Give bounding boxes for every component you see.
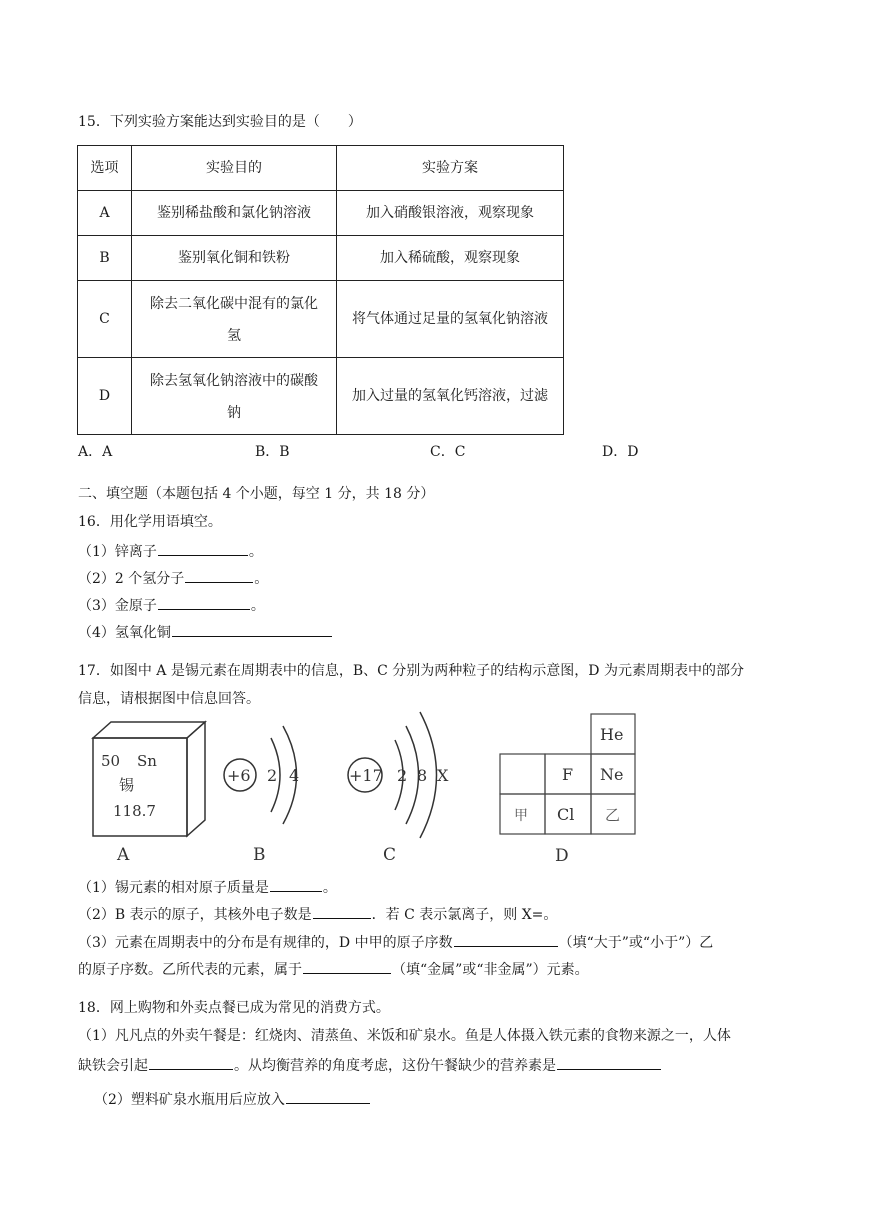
figure-b-shell-1-count: 2 bbox=[267, 766, 278, 785]
table-row bbox=[78, 191, 564, 236]
q17-sub-3-cont bbox=[78, 958, 589, 980]
figure-d-cell-jia: 甲 bbox=[514, 808, 528, 824]
item-label: （3）金原子 bbox=[78, 598, 157, 614]
answer-blank[interactable] bbox=[270, 876, 322, 892]
figure-b-nucleus-charge: +6 bbox=[227, 766, 251, 785]
q15-stem: 15．下列实验方案能达到实验目的是（ ） bbox=[78, 114, 362, 130]
question-text: （2）B 表示的原子，其核外电子数是 bbox=[78, 907, 312, 923]
answer-blank[interactable] bbox=[172, 621, 332, 637]
q17-stem-2: 信息，请根据图中信息回答。 bbox=[78, 691, 260, 707]
figure-a-number: 50 bbox=[101, 752, 121, 770]
q16-item-4 bbox=[78, 621, 333, 643]
figure-c-nucleus-charge: +17 bbox=[349, 766, 383, 785]
question-text: （填“金属”或“非金属”）元素。 bbox=[392, 962, 589, 978]
figure-b-label: B bbox=[253, 845, 266, 865]
table-header: 实验方案 bbox=[337, 146, 564, 191]
question-text: 。 bbox=[322, 880, 337, 896]
table-cell: 将气体通过足量的氢氧化钠溶液 bbox=[337, 281, 564, 358]
q16-item-1 bbox=[78, 540, 263, 562]
table-cell: 加入稀硫酸，观察现象 bbox=[337, 236, 564, 281]
figure-c-label: C bbox=[383, 845, 397, 865]
figure-d-cell-f: F bbox=[562, 765, 574, 784]
q18-stem: 18．网上购物和外卖点餐已成为常见的消费方式。 bbox=[78, 1000, 390, 1016]
figure-c-shell-3-count: X bbox=[437, 766, 449, 785]
table-header: 选项 bbox=[78, 146, 132, 191]
item-label: （1）锌离子 bbox=[78, 544, 157, 560]
question-text: （填“大于”或“小于”）乙 bbox=[558, 935, 714, 951]
table-cell: 加入过量的氢氧化钙溶液，过滤 bbox=[337, 358, 564, 435]
answer-blank[interactable] bbox=[557, 1054, 661, 1070]
table-cell: 鉴别氧化铜和铁粉 bbox=[132, 236, 337, 281]
figure-a-label: A bbox=[117, 845, 130, 865]
cell-line: 除去氢氧化钠溶液中的碳酸 bbox=[150, 373, 318, 389]
figure-a-name: 锡 bbox=[119, 776, 135, 794]
figure-a-mass: 118.7 bbox=[113, 802, 156, 820]
section-heading: 二、填空题（本题包括 4 个小题，每空 1 分，共 18 分） bbox=[78, 486, 435, 502]
cell-line: 钠 bbox=[227, 405, 241, 421]
choice-b[interactable]: B．B bbox=[255, 444, 290, 460]
question-text: 的原子序数。乙所代表的元素，属于 bbox=[78, 962, 302, 978]
item-label: （2）2 个氢分子 bbox=[78, 571, 185, 587]
answer-blank[interactable] bbox=[454, 931, 558, 947]
q17-figure bbox=[85, 708, 655, 873]
table-cell: D bbox=[78, 358, 132, 435]
period: 。 bbox=[250, 598, 265, 614]
q17-sub-2 bbox=[78, 903, 557, 925]
figure-d-cell-he: He bbox=[600, 725, 624, 744]
figure-d-label: D bbox=[555, 846, 569, 866]
table-cell: A bbox=[78, 191, 132, 236]
table-header: 实验目的 bbox=[132, 146, 337, 191]
choice-d[interactable]: D．D bbox=[602, 444, 639, 460]
question-text: 。从均衡营养的角度考虑，这份午餐缺少的营养素是 bbox=[234, 1058, 556, 1074]
period: 。 bbox=[248, 544, 263, 560]
table-cell: B bbox=[78, 236, 132, 281]
figure-b-shell-2-count: 4 bbox=[289, 766, 300, 785]
answer-blank[interactable] bbox=[313, 903, 371, 919]
figure-c-shell-1-count: 2 bbox=[397, 766, 408, 785]
table-cell: 鉴别稀盐酸和氯化钠溶液 bbox=[132, 191, 337, 236]
q15-table bbox=[77, 145, 564, 435]
period: 。 bbox=[254, 571, 269, 587]
answer-blank[interactable] bbox=[158, 540, 248, 556]
q16-item-3 bbox=[78, 594, 265, 616]
table-cell: 加入硝酸银溶液，观察现象 bbox=[337, 191, 564, 236]
q18-sub-1: （1）凡凡点的外卖午餐是：红烧肉、清蒸鱼、米饭和矿泉水。鱼是人体摄入铁元素的食物来源之一，人体 bbox=[78, 1028, 731, 1044]
answer-blank[interactable] bbox=[303, 958, 391, 974]
question-text: 缺铁会引起 bbox=[78, 1058, 148, 1074]
table-cell bbox=[132, 358, 337, 435]
table-cell bbox=[132, 281, 337, 358]
q17-stem-1: 17．如图中 A 是锡元素在周期表中的信息，B、C 分别为两种粒子的结构示意图，D 为元素周期表中的部分 bbox=[78, 663, 744, 679]
answer-blank[interactable] bbox=[158, 594, 250, 610]
cell-line: 氢 bbox=[227, 328, 241, 344]
figure-a-symbol: Sn bbox=[137, 752, 157, 770]
q17-sub-3 bbox=[78, 931, 713, 953]
figure-d-cell-ne: Ne bbox=[600, 765, 624, 784]
choice-c[interactable]: C．C bbox=[430, 444, 466, 460]
question-text: （3）元素在周期表中的分布是有规律的，D 中甲的原子序数 bbox=[78, 935, 453, 951]
choice-a[interactable]: A．A bbox=[78, 444, 113, 460]
answer-blank[interactable] bbox=[286, 1088, 370, 1104]
table-row bbox=[78, 281, 564, 358]
answer-blank[interactable] bbox=[185, 567, 253, 583]
q16-stem: 16．用化学用语填空。 bbox=[78, 514, 222, 530]
answer-blank[interactable] bbox=[149, 1054, 233, 1070]
table-cell: C bbox=[78, 281, 132, 358]
question-text: ．若 C 表示氯离子，则 X=。 bbox=[371, 907, 558, 923]
q16-item-2 bbox=[78, 567, 268, 589]
figure-d-cell-yi: 乙 bbox=[605, 806, 621, 824]
question-text: （2）塑料矿泉水瓶用后应放入 bbox=[94, 1092, 285, 1108]
cell-line: 除去二氧化碳中混有的氯化 bbox=[150, 296, 318, 312]
q17-sub-1 bbox=[78, 876, 337, 898]
q18-sub-2 bbox=[94, 1088, 371, 1110]
table-row bbox=[78, 236, 564, 281]
q18-sub-1-cont bbox=[78, 1054, 662, 1076]
figure-d-cell-cl: Cl bbox=[557, 805, 575, 824]
figure-c-shell-2-count: 8 bbox=[417, 766, 428, 785]
table-row bbox=[78, 358, 564, 435]
item-label: （4）氢氧化铜 bbox=[78, 625, 171, 641]
question-text: （1）锡元素的相对原子质量是 bbox=[78, 880, 269, 896]
